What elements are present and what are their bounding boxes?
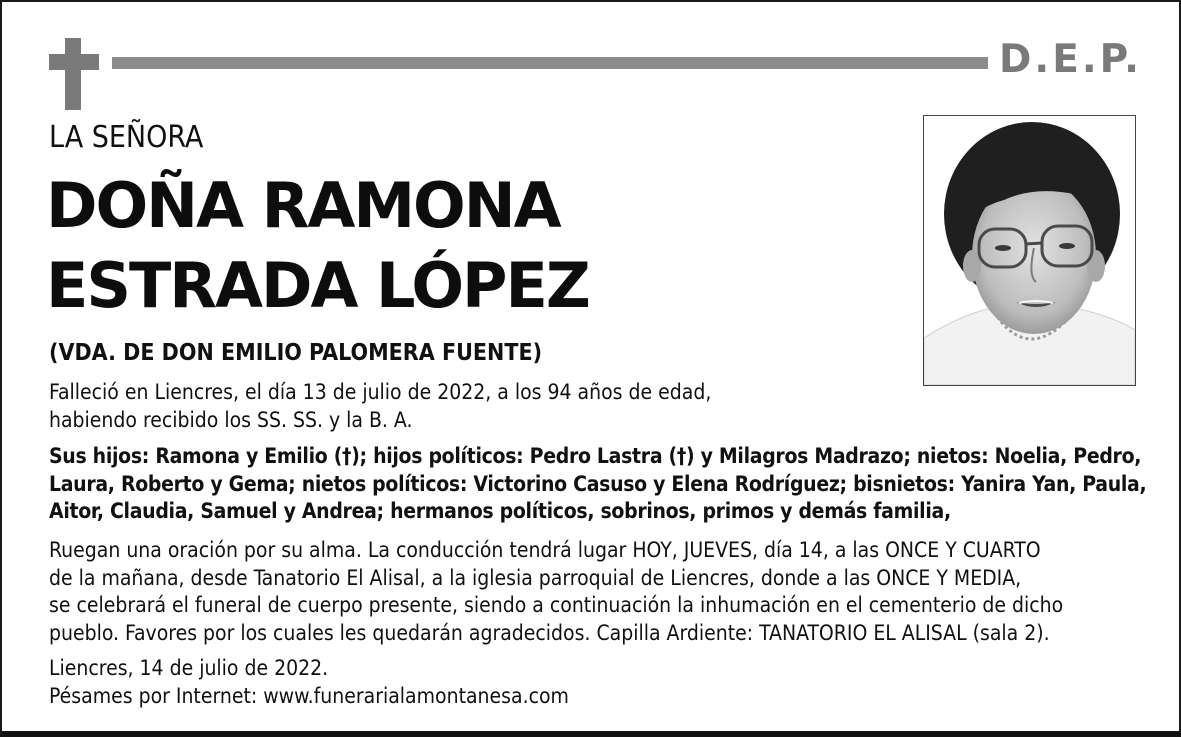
cross-horizontal-bar (49, 54, 99, 70)
condolences-line: Pésames por Internet: www.funerarialamontanesa.com (49, 683, 569, 708)
closing (49, 655, 569, 710)
header-rule (112, 57, 988, 69)
name-line-2: ESTRADA LÓPEZ (46, 249, 589, 322)
death-notice (49, 379, 711, 434)
service-line: pueblo. Favores por los cuales les quedarán agradecidos. Capilla Ardiente: TANATORIO EL ALISAL (sala 2). (49, 620, 1050, 645)
service-line: Ruegan una oración por su alma. La conducción tendrá lugar HOY, JUEVES, día 14, a las ONCE Y CUARTO (49, 538, 1041, 562)
family-line: Laura, Roberto y Gema; nietos políticos: Victorino Casuso y Elena Rodríguez; bisnietos: Yanira Yan, Paula, (49, 471, 1147, 496)
widow-of: (VDA. DE DON EMILIO PALOMERA FUENTE) (49, 340, 543, 366)
death-notice-line: Falleció en Liencres, el día 13 de julio de 2022, a los 94 años de edad, (49, 380, 712, 404)
service-line: se celebrará el funeral de cuerpo presente, siendo a continuación la inhumación en el cementerio de dicho (49, 593, 1064, 617)
family-line: Sus hijos: Ramona y Emilio (†); hijos políticos: Pedro Lastra (†) y Milagros Madrazo; nietos: Noelia, Pedro, (49, 444, 1142, 468)
place-date: Liencres, 14 de julio de 2022. (49, 656, 329, 680)
dep-label: D.E.P. (999, 37, 1142, 82)
service-details (49, 537, 1063, 647)
cross-vertical-bar (65, 38, 81, 110)
service-line: de la mañana, desde Tanatorio El Alisal, a la iglesia parroquial de Liencres, donde a las ONCE Y MEDIA, (49, 565, 1022, 590)
name-line-1: DOÑA RAMONA (46, 169, 560, 242)
title-prefix: LA SEÑORA (49, 120, 204, 155)
death-notice-line: habiendo recibido los SS. SS. y la B. A. (49, 407, 413, 432)
family-line: Aitor, Claudia, Samuel y Andrea; hermanos políticos, sobrinos, primos y demás familia, (49, 499, 951, 523)
family-list (49, 443, 1146, 526)
portrait-illustration (924, 116, 1135, 385)
portrait-photo (923, 115, 1136, 386)
deceased-name (46, 166, 589, 326)
